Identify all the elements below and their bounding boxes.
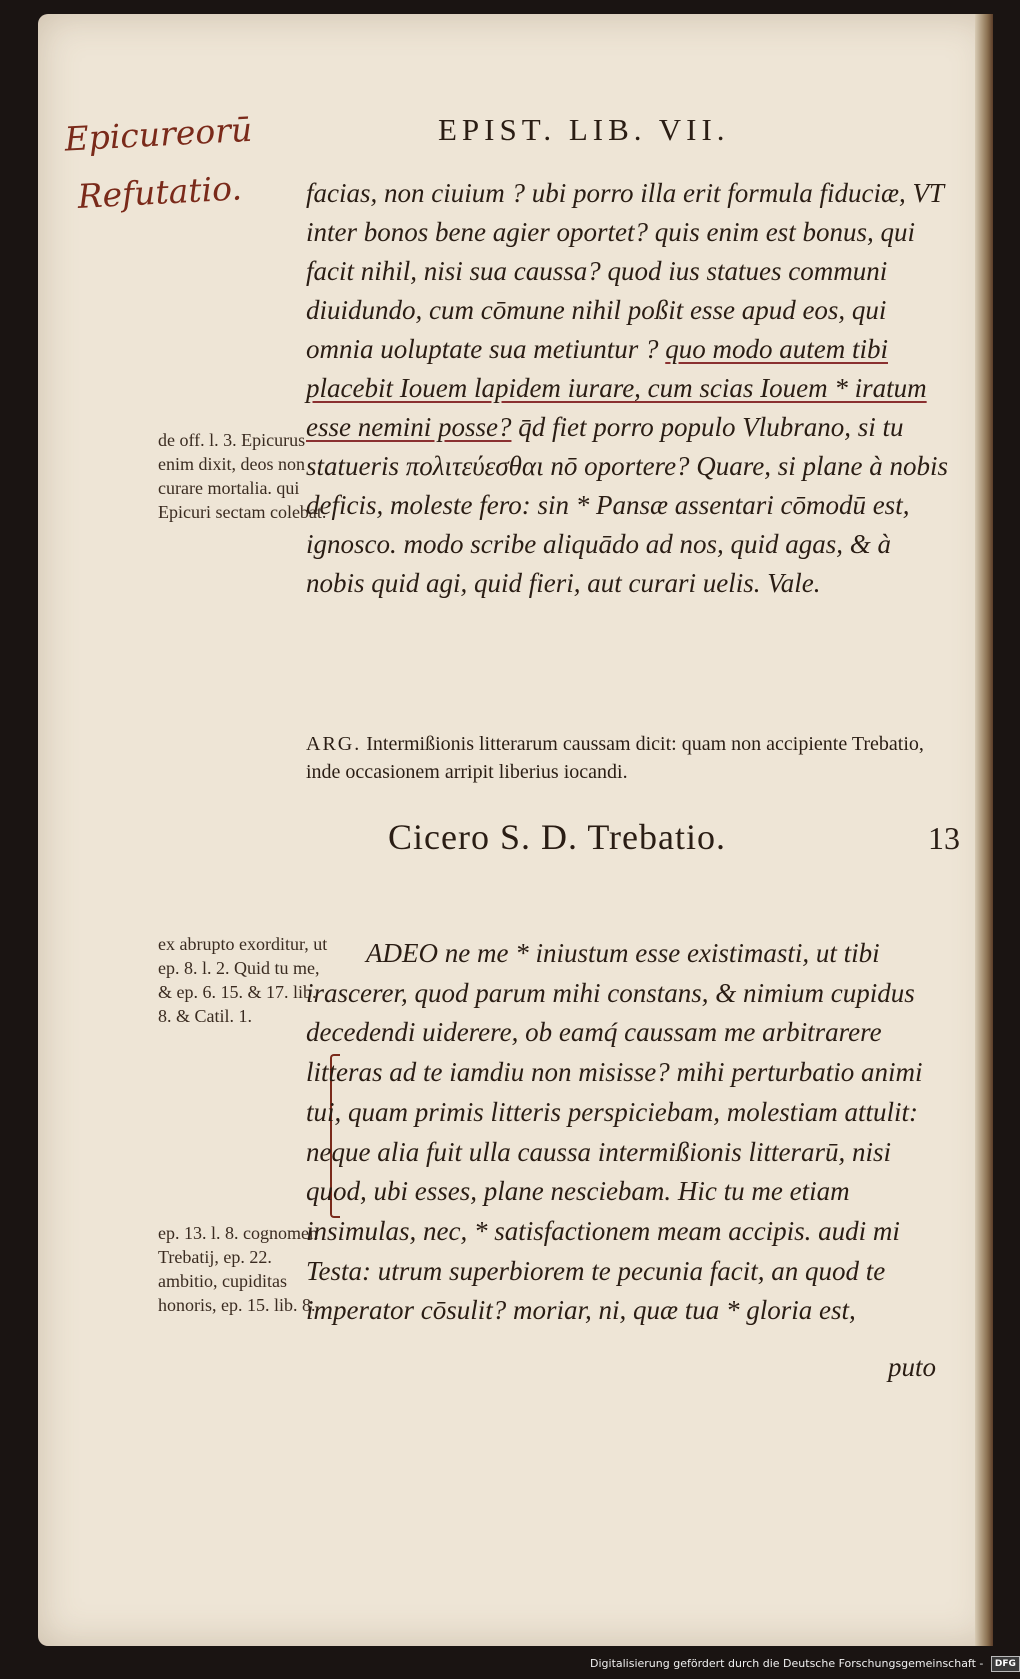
- previous-letter-part-2: q̄d fiet porro populo Vlubrano, si tu statueris πολιτεύεσθαι nō oportere? Quare, si plane à nobis deficis, moleste fero: sin * Pansæ assentari cōmodū est, ignosco. modo scribe aliquādo ad nos, quid agas, & à nobis quid agi, quid fieri, aut curari uelis. Vale.: [306, 412, 949, 598]
- annotation-line-2: Refutatio.: [76, 168, 243, 216]
- running-header: EPIST. LIB. VII.: [438, 112, 730, 147]
- letter-body-text: ADEO ne me * iniustum esse existimasti, ut tibi irascerer, quod parum mihi constans, & nimium cupidus decedendi uiderere, ob eamq́ caussam me arbitrarere litteras ad te iamdiu non misisse? mihi perturbatio animi tui, quam primis litteris perspiciebam, molestiam attulit: neque alia fuit ulla caussa intermißionis litterarū, nisi quod, ubi esses, plane nesciebam. Hic tu me etiam insimulas, nec, * satisfactionem meam accipis. audi mi Testa: utrum superbiorem te pecunia facit, an quod te imperator cōsulit? moriar, ni, quæ tua * gloria est,: [306, 938, 923, 1326]
- argument-label: ARG.: [306, 733, 362, 755]
- catchword: puto: [888, 1352, 937, 1382]
- argument-text: Intermißionis litterarum caussam dicit: quam non accipiente Trebatio, inde occasionem arripit liberius iocandi.: [306, 733, 924, 783]
- previous-letter-text: [306, 174, 956, 603]
- letter-title: Cicero S. D. Trebatio.: [388, 817, 727, 857]
- handwritten-annotation: [63, 98, 319, 227]
- footer-credit-text: Digitalisierung gefördert durch die Deutsche Forschungsgemeinschaft -: [590, 1657, 984, 1670]
- book-page: [38, 14, 993, 1646]
- page-spine-edge: [975, 14, 993, 1646]
- annotation-line-1: Epicureorū: [63, 109, 254, 159]
- dfg-logo: DFG: [991, 1656, 1020, 1672]
- digitization-footer: [590, 1654, 1016, 1674]
- margin-note-exordium: ex abrupto exorditur, ut ep. 8. l. 2. Quid tu me, & ep. 6. 15. & 17. lib. 8. & Catil. 1.: [158, 934, 328, 1026]
- letter-number: 13: [928, 820, 960, 856]
- margin-note-cognomen: ep. 13. l. 8. cognomen Trebatij, ep. 22. ambitio, cupiditas honoris, ep. 15. lib. 8.: [158, 1223, 318, 1315]
- previous-letter-part-1: facias, non ciuium ? ubi porro illa erit formula fiduciæ, VT inter bonos bene agier oportet? quis enim est bonus, qui facit nihil, nisi sua caussa? quod ius statues communi diuidundo, cum cōmune nihil poßit esse apud eos, qui omnia uoluptate sua metiuntur ?: [306, 178, 944, 364]
- underlined-passage: quo modo autem tibi placebit Iouem lapidem iurare, cum scias Iouem * iratum esse nemini posse?: [306, 334, 927, 442]
- argument-summary: [306, 730, 956, 786]
- margin-note-epicurus: de off. l. 3. Epicurus enim dixit, deos non curare mortalia. qui Epicuri sectam colebat.: [158, 430, 327, 522]
